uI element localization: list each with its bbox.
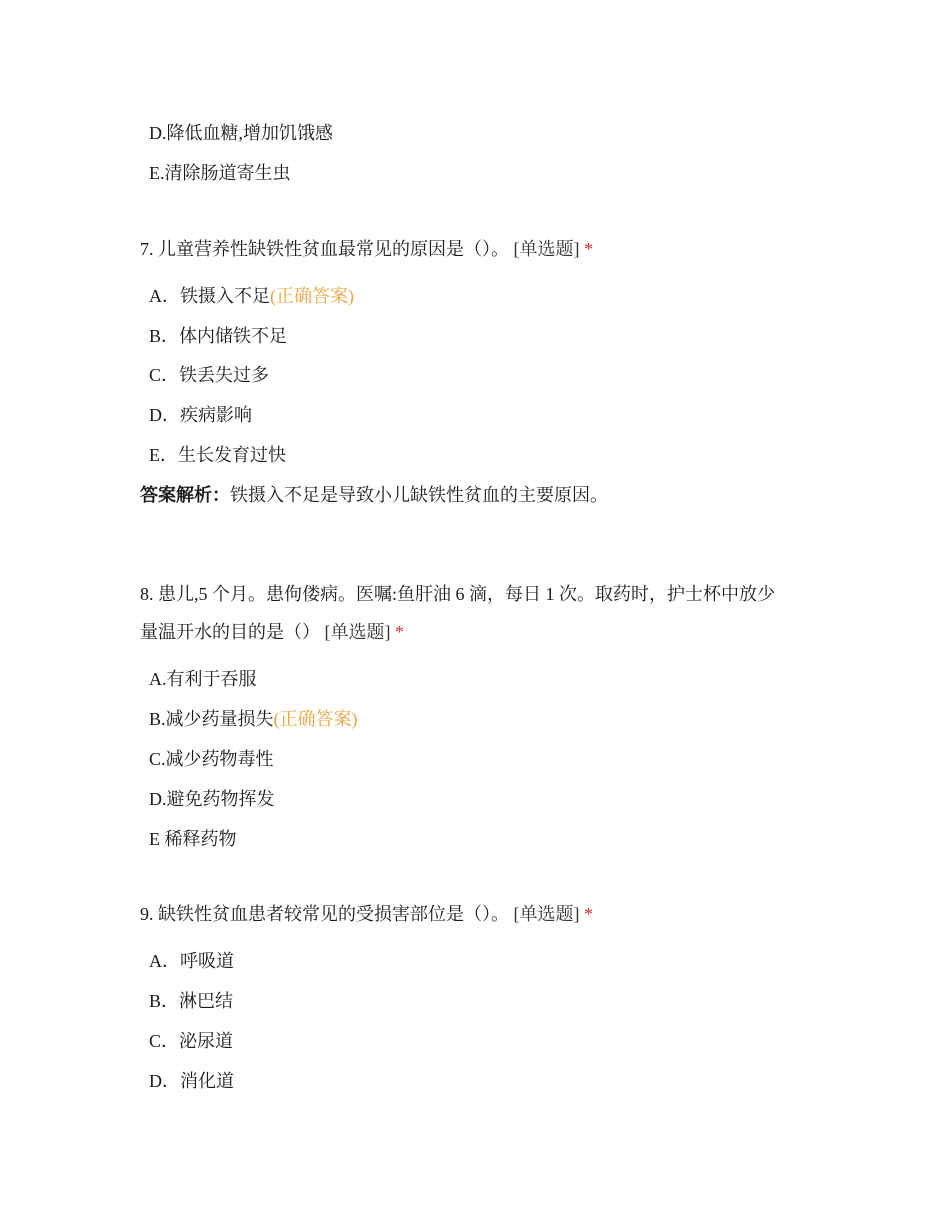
question-9-title xyxy=(140,895,820,933)
q8-option-d: D.避免药物挥发 xyxy=(149,789,275,809)
q7-option-a-text: A．铁摄入不足 xyxy=(149,286,270,306)
q9-option-b: B．淋巴结 xyxy=(149,991,234,1011)
analysis-text: 铁摄入不足是导致小儿缺铁性贫血的主要原因。 xyxy=(230,485,608,505)
option-e-prev: E.清除肠道寄生虫 xyxy=(149,163,291,183)
required-star: * xyxy=(584,904,593,924)
q7-option-e: E．生长发育过快 xyxy=(149,445,286,465)
required-star: * xyxy=(395,622,404,642)
option-d-prev: D.降低血糖,增加饥饿感 xyxy=(149,123,333,143)
correct-answer-mark: (正确答案) xyxy=(273,709,358,729)
q8-option-b-text: B.减少药量损失 xyxy=(149,709,274,729)
q8-option-c: C.减少药物毒性 xyxy=(149,749,274,769)
q7-option-c: C．铁丢失过多 xyxy=(149,365,270,385)
q9-option-a: A．呼吸道 xyxy=(149,951,234,971)
q7-option-b: B．体内储铁不足 xyxy=(149,326,288,346)
analysis-label: 答案解析： xyxy=(140,485,230,505)
question-type-tag: [单选题] xyxy=(513,904,580,924)
question-8-line1: 8. 患儿,5 个月。患佝偻病。医嘱:鱼肝油 6 滴，每日 1 次。取药时，护士杯中放少 xyxy=(140,584,775,604)
q8-option-a: A.有利于吞服 xyxy=(149,669,257,689)
correct-answer-mark: (正确答案) xyxy=(270,286,354,306)
question-type-tag: [单选题] xyxy=(513,239,580,259)
question-type-tag: [单选题] xyxy=(324,622,391,642)
q9-option-c: C．泌尿道 xyxy=(149,1031,234,1051)
question-8-line2: 量温开水的目的是（） xyxy=(140,622,320,642)
q7-option-d: D．疾病影响 xyxy=(149,405,252,425)
question-8-line2-wrap xyxy=(140,613,820,651)
question-8-title xyxy=(140,575,820,651)
q9-option-d: D．消化道 xyxy=(149,1071,234,1091)
question-7-text: 7. 儿童营养性缺铁性贫血最常见的原因是（）。 xyxy=(140,239,509,259)
q8-option-e: E 稀释药物 xyxy=(149,829,237,849)
required-star: * xyxy=(584,239,593,259)
q7-option-a xyxy=(149,284,354,308)
question-7-title xyxy=(140,230,820,268)
q8-option-b xyxy=(149,707,358,731)
q7-analysis xyxy=(140,483,608,507)
question-9-text: 9. 缺铁性贫血患者较常见的受损害部位是（）。 xyxy=(140,904,509,924)
